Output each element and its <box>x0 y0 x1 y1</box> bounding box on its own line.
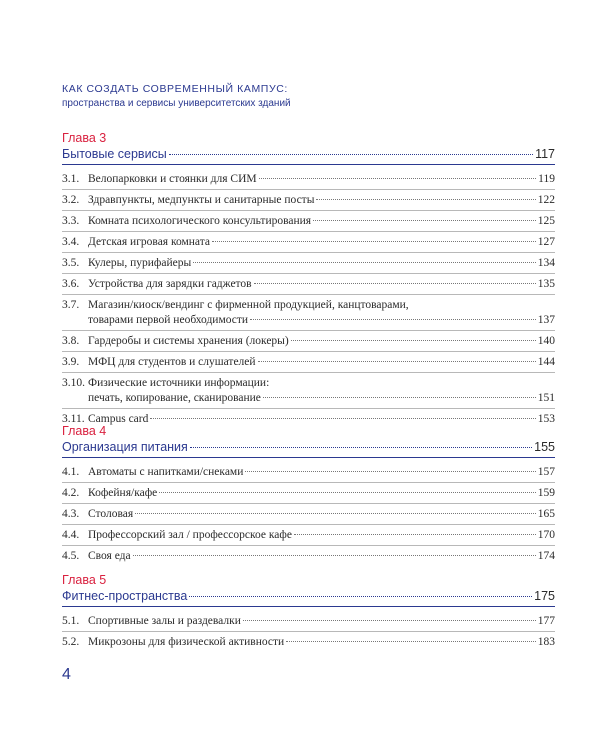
entry-number: 4.1. <box>62 466 80 478</box>
entry-title-row <box>88 486 555 501</box>
entry-text <box>88 614 555 629</box>
entry-text <box>88 635 555 650</box>
entry-number: 3.7. <box>62 299 80 311</box>
page-number: 4 <box>62 666 71 683</box>
entry-number: 3.11. <box>62 413 85 425</box>
entry-title-row <box>88 172 555 187</box>
toc-entry[interactable] <box>62 295 555 331</box>
entry-text <box>88 298 555 328</box>
chapter-4-section <box>62 423 555 566</box>
entry-title-line: Комната психологического консультирования <box>88 215 312 227</box>
dot-leader <box>212 241 536 242</box>
entry-title-line: Магазин/киоск/вендинг с фирменной продукцией, канцтоварами, <box>88 299 409 311</box>
entry-title-line: Гардеробы и системы хранения (локеры) <box>88 335 289 347</box>
entry-text <box>88 277 555 292</box>
chapter-title: Фитнес-пространства <box>62 589 188 603</box>
entry-text <box>88 528 555 543</box>
chapter-3-section <box>62 130 555 429</box>
toc-entry[interactable] <box>62 190 555 211</box>
entry-page-number: 125 <box>537 215 555 227</box>
toc-entry[interactable] <box>62 546 555 566</box>
entry-text <box>88 507 555 522</box>
entry-page-number: 157 <box>537 466 555 478</box>
entry-page-number: 183 <box>537 636 555 648</box>
chapter-title: Организация питания <box>62 440 188 454</box>
entry-page-number: 153 <box>537 413 555 425</box>
entry-page-number: 122 <box>537 194 555 206</box>
entry-title-line: Устройства для зарядки гаджетов <box>88 278 252 290</box>
dot-leader <box>150 418 535 419</box>
entry-page-number: 119 <box>538 173 555 185</box>
entry-title-line: Микрозоны для физической активности <box>88 636 285 648</box>
entry-title-line: Спортивные залы и раздевалки <box>88 615 241 627</box>
entry-title-row <box>88 334 555 349</box>
entry-title-row <box>88 528 555 543</box>
entry-text <box>88 355 555 370</box>
entry-text <box>88 334 555 349</box>
toc-entry[interactable] <box>62 632 555 652</box>
chapter-title-link[interactable] <box>62 439 555 458</box>
chapter-page-number: 175 <box>534 589 555 603</box>
header-subtitle: пространства и сервисы университетских зданий <box>62 98 291 109</box>
entry-number: 3.4. <box>62 236 80 248</box>
toc-entry[interactable] <box>62 373 555 409</box>
dot-leader <box>189 596 532 597</box>
entry-page-number: 170 <box>537 529 555 541</box>
entry-text <box>88 549 555 564</box>
entry-title-line: Кулеры, пурифайеры <box>88 257 192 269</box>
dot-leader <box>190 447 532 448</box>
chapter-title-link[interactable] <box>62 146 555 165</box>
dot-leader <box>258 361 536 362</box>
entry-title-row <box>88 635 555 650</box>
entry-title-line: Здравпункты, медпункты и санитарные посты <box>88 194 315 206</box>
entry-page-number: 134 <box>537 257 555 269</box>
entry-text <box>88 193 555 208</box>
entry-title-row <box>88 355 555 370</box>
entry-page-number: 151 <box>537 392 555 404</box>
entry-page-number: 137 <box>537 314 555 326</box>
entry-number: 3.8. <box>62 335 80 347</box>
entry-title-row <box>88 614 555 629</box>
dot-leader <box>245 471 535 472</box>
dot-leader <box>243 620 536 621</box>
entry-number: 3.1. <box>62 173 80 185</box>
entry-number: 5.2. <box>62 636 80 648</box>
entry-page-number: 159 <box>537 487 555 499</box>
dot-leader <box>286 641 536 642</box>
entry-title-line: МФЦ для студентов и слушателей <box>88 356 256 368</box>
dot-leader <box>169 154 533 155</box>
entry-title-row <box>88 391 555 406</box>
toc-entry[interactable] <box>62 462 555 483</box>
dot-leader <box>259 178 537 179</box>
toc-entry[interactable] <box>62 169 555 190</box>
toc-entry[interactable] <box>62 483 555 504</box>
dot-leader <box>291 340 536 341</box>
entry-number: 3.5. <box>62 257 80 269</box>
entry-title-row <box>88 549 555 564</box>
entry-number: 4.2. <box>62 487 80 499</box>
entry-number: 5.1. <box>62 615 80 627</box>
toc-entry[interactable] <box>62 253 555 274</box>
toc-entry[interactable] <box>62 611 555 632</box>
entry-text <box>88 256 555 271</box>
entry-page-number: 140 <box>537 335 555 347</box>
dot-leader <box>193 262 536 263</box>
toc-entry[interactable] <box>62 331 555 352</box>
entry-title-row <box>88 313 555 328</box>
entry-text <box>88 376 555 406</box>
dot-leader <box>294 534 536 535</box>
chapter-label: Глава 4 <box>62 424 107 438</box>
entry-number: 3.10. <box>62 377 85 389</box>
entry-title-line: Столовая <box>88 508 134 520</box>
header-title: КАК СОЗДАТЬ СОВРЕМЕННЫЙ КАМПУС: <box>62 83 288 95</box>
entry-number: 4.5. <box>62 550 80 562</box>
dot-leader <box>313 220 536 221</box>
chapter-label: Глава 3 <box>62 131 107 145</box>
toc-entry[interactable] <box>62 525 555 546</box>
entry-title-line: Велопарковки и стоянки для СИМ <box>88 173 257 185</box>
chapter-5-section <box>62 572 555 652</box>
entry-title-line: Своя еда <box>88 550 131 562</box>
entry-page-number: 135 <box>537 278 555 290</box>
entry-title-line: Профессорский зал / профессорское кафе <box>88 529 292 541</box>
toc-entry[interactable] <box>62 211 555 232</box>
entry-title-line: Детская игровая комната <box>88 236 211 248</box>
entry-page-number: 165 <box>537 508 555 520</box>
toc-entry[interactable] <box>62 352 555 373</box>
entry-title-row <box>88 507 555 522</box>
chapter-page-number: 117 <box>535 147 555 161</box>
entry-title-row <box>88 235 555 250</box>
entry-title-line: Автоматы с напитками/снеками <box>88 466 244 478</box>
toc-entry[interactable] <box>62 232 555 253</box>
entry-number: 4.3. <box>62 508 80 520</box>
entry-text <box>88 172 555 187</box>
entry-title-line: Кофейня/кафе <box>88 487 158 499</box>
entry-number: 3.9. <box>62 356 80 368</box>
entry-title-row <box>88 256 555 271</box>
dot-leader <box>254 283 536 284</box>
entry-title-line: печать, копирование, сканирование <box>88 392 261 404</box>
entry-page-number: 174 <box>537 550 555 562</box>
chapter-label: Глава 5 <box>62 573 107 587</box>
dot-leader <box>250 319 536 320</box>
chapter-page-number: 155 <box>534 440 555 454</box>
dot-leader <box>159 492 535 493</box>
toc-entry[interactable] <box>62 504 555 525</box>
running-header <box>62 83 291 110</box>
entry-number: 3.6. <box>62 278 80 290</box>
dot-leader <box>135 513 536 514</box>
entry-text <box>88 465 555 480</box>
entry-title-row <box>88 465 555 480</box>
dot-leader <box>316 199 535 200</box>
entry-text <box>88 235 555 250</box>
entry-title-row <box>88 214 555 229</box>
entry-title-row <box>88 277 555 292</box>
dot-leader <box>263 397 536 398</box>
entry-title-line: товарами первой необходимости <box>88 314 249 326</box>
toc-entry[interactable] <box>62 274 555 295</box>
entry-page-number: 177 <box>537 615 555 627</box>
entry-page-number: 144 <box>537 356 555 368</box>
chapter-title: Бытовые сервисы <box>62 147 167 161</box>
chapter-title-link[interactable] <box>62 588 555 607</box>
entry-title-line: Физические источники информации: <box>88 377 270 389</box>
entry-text <box>88 486 555 501</box>
dot-leader <box>133 555 536 556</box>
entry-number: 4.4. <box>62 529 80 541</box>
entry-number: 3.2. <box>62 194 80 206</box>
entry-title-line: Campus card <box>88 413 149 425</box>
entry-text <box>88 214 555 229</box>
entry-page-number: 127 <box>537 236 555 248</box>
entry-title-row <box>88 193 555 208</box>
entry-number: 3.3. <box>62 215 80 227</box>
